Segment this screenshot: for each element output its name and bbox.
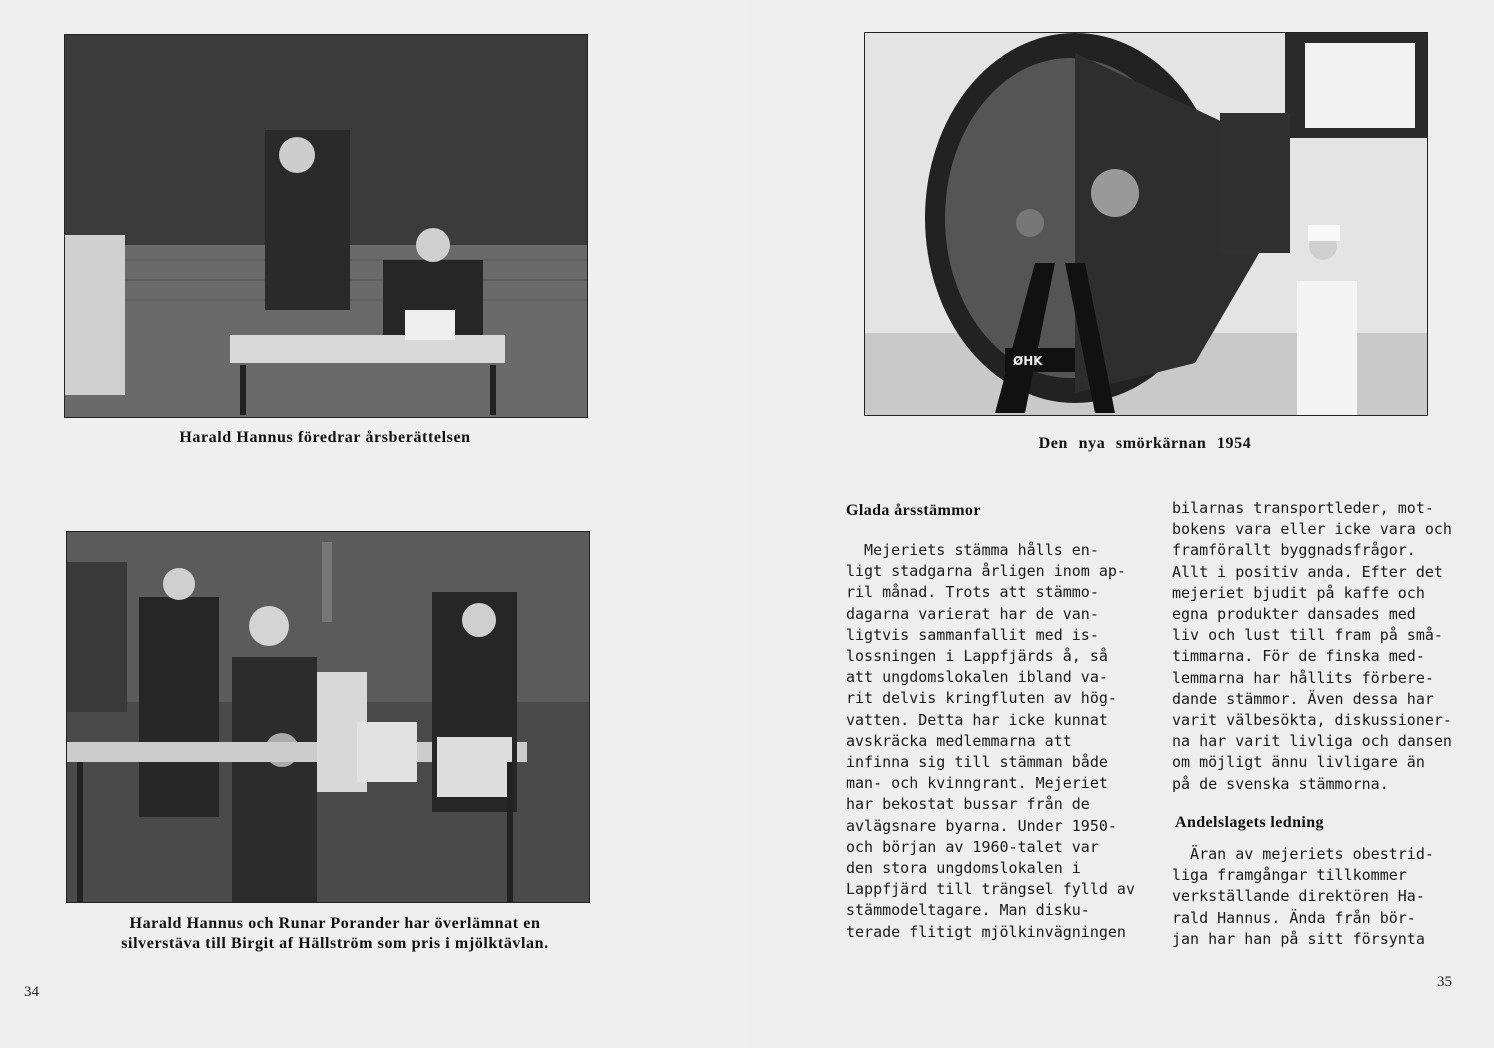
- col2-line: bilarnas transportleder, mot-: [1172, 499, 1434, 517]
- col1-line: avlägsnare byarna. Under 1950-: [846, 816, 1117, 835]
- col1-line: har bekostat bussar från de: [846, 795, 1090, 814]
- churn-label: ØHK: [1013, 354, 1043, 368]
- col1-line: och början av 1960-talet var: [846, 837, 1099, 856]
- col1-line: infinna sig till stämman både: [846, 753, 1108, 772]
- col1-line: vatten. Detta har icke kunnat: [846, 710, 1108, 729]
- col1-line: den stora ungdomslokalen i: [846, 859, 1081, 878]
- article-column-2a: [1172, 498, 1462, 795]
- col2-line: lemmarna har hållits förbere-: [1172, 668, 1434, 687]
- col2-line: dande stämmor. Även dessa har: [1172, 689, 1434, 708]
- page-number-right: 35: [1437, 974, 1452, 990]
- col1-line: att ungdomslokalen ibland va-: [846, 668, 1108, 687]
- col2-line: Allt i positiv anda. Efter det: [1172, 562, 1443, 581]
- col2-line: bokens vara eller icke vara och: [1172, 520, 1452, 539]
- article-column-2b: [1172, 844, 1462, 950]
- col2-line: på de svenska stämmorna.: [1172, 774, 1389, 793]
- col1-line: terade flitigt mjölkinvägningen: [846, 922, 1126, 941]
- photo-butter-churn: [864, 32, 1428, 416]
- article-column-1: [846, 540, 1135, 943]
- col1-line: rit delvis kringfluten av hög-: [846, 689, 1117, 708]
- col2-line: framförallt byggnadsfrågor.: [1172, 541, 1416, 560]
- col2-line: jan har han på sitt försynta: [1172, 929, 1425, 948]
- col1-line: ligt stadgarna årligen inom ap-: [846, 562, 1126, 581]
- col2-line: Äran av mejeriets obestrid-: [1172, 845, 1434, 863]
- col1-line: ligtvis sammanfallit med is-: [846, 625, 1099, 644]
- col2-line: verkställande direktören Ha-: [1172, 887, 1425, 906]
- right-page: [747, 0, 1494, 1048]
- col2-line: egna produkter dansades med: [1172, 605, 1416, 624]
- col2-line: mejeriet bjudit på kaffe och: [1172, 583, 1425, 602]
- photo2-caption-line1: Harald Hannus och Runar Porander har överlämnat en: [129, 915, 541, 932]
- col1-line: Mejeriets stämma hålls en-: [846, 541, 1099, 559]
- col1-line: lossningen i Lappfjärds å, så: [846, 647, 1108, 666]
- col2-line: om möjligt ännu livligare än: [1172, 753, 1425, 772]
- photo1-caption: Harald Hannus föredrar årsberättelsen: [179, 429, 471, 446]
- col2-line: na har varit livliga och dansen: [1172, 732, 1452, 751]
- col1-line: dagarna varierat har de van-: [846, 604, 1099, 623]
- photo-harald-speech: [64, 34, 588, 418]
- col1-line: ril månad. Trots att stämmo-: [846, 583, 1099, 602]
- col2-line: timmarna. För de finska med-: [1172, 647, 1425, 666]
- photo-award-ceremony: [66, 531, 590, 903]
- col1-line: stämmodeltagare. Man disku-: [846, 901, 1090, 920]
- col2-line: liv och lust till fram på små-: [1172, 626, 1443, 645]
- col1-line: Lappfjärd till trängsel fylld av: [846, 880, 1135, 899]
- col2-line: rald Hannus. Ända från bör-: [1172, 908, 1416, 927]
- col1-line: avskräcka medlemmarna att: [846, 731, 1072, 750]
- col2-line: varit välbesökta, diskussioner-: [1172, 711, 1452, 730]
- col1-line: man- och kvinngrant. Mejeriet: [846, 774, 1108, 793]
- photo2-caption-line2: silverstäva till Birgit af Hällström som pris i mjölktävlan.: [121, 935, 549, 952]
- page-number-left: 34: [24, 984, 39, 1000]
- churn-photo-caption: Den nya smörkärnan 1954: [1038, 435, 1252, 452]
- col2-line: liga framgångar tillkommer: [1172, 866, 1407, 885]
- heading-glada-arsstammor: Glada årsstämmor: [846, 502, 981, 519]
- heading-andelslagets-ledning: Andelslagets ledning: [1175, 814, 1324, 831]
